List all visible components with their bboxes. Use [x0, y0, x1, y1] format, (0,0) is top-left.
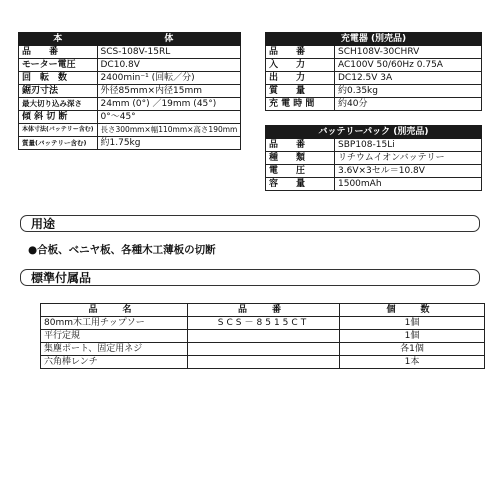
spec-label: 容 量	[266, 178, 335, 191]
charger-row	[266, 85, 482, 98]
battery-row	[266, 139, 482, 152]
spec-label: 最大切り込み深さ	[19, 98, 98, 111]
spec-label: 品 番	[19, 46, 98, 59]
accessory-name: 80mm木工用チップソー	[41, 317, 188, 330]
spec-label: 種 類	[266, 152, 335, 165]
accessories-row	[41, 343, 485, 356]
main-spec-row	[19, 85, 241, 98]
charger-row	[266, 46, 482, 59]
accessory-qty: 1個	[340, 317, 485, 330]
charger-header-title: 充電器 (別売品)	[266, 33, 482, 46]
spec-value: SCS-108V-15RL	[97, 46, 241, 59]
battery-row	[266, 165, 482, 178]
main-spec-header-left: 本	[19, 33, 98, 46]
main-spec-row	[19, 137, 241, 150]
accessory-code	[188, 356, 340, 369]
main-spec-row	[19, 72, 241, 85]
spec-value: 3.6V×3セル＝10.8V	[335, 165, 482, 178]
accessories-header-qty: 個 数	[340, 304, 485, 317]
spec-value: 1500mAh	[335, 178, 482, 191]
spec-value: 24mm (0°) ／19mm (45°)	[97, 98, 241, 111]
spec-label: 電 圧	[266, 165, 335, 178]
spec-value: リチウムイオンバッテリー	[335, 152, 482, 165]
spec-label: 質 量	[266, 85, 335, 98]
accessories-row	[41, 356, 485, 369]
spec-value: 長さ300mm×幅110mm×高さ190mm	[97, 124, 241, 137]
accessory-name: 平行定規	[41, 330, 188, 343]
main-spec-table	[18, 32, 241, 150]
spec-value: SBP108-15Li	[335, 139, 482, 152]
main-spec-row	[19, 111, 241, 124]
accessories-section-title: 標準付属品	[20, 269, 480, 286]
charger-header	[266, 33, 482, 46]
spec-value: 約40分	[335, 98, 482, 111]
accessory-code	[188, 330, 340, 343]
spec-label: 品 番	[266, 46, 335, 59]
accessory-code: SCS－8515CT	[188, 317, 340, 330]
spec-label: 質量(バッテリー含む)	[19, 137, 98, 150]
spec-value: 約1.75kg	[97, 137, 241, 150]
main-spec-row	[19, 46, 241, 59]
spec-label: 充 電 時 間	[266, 98, 335, 111]
spec-value: SCH108V-30CHRV	[335, 46, 482, 59]
charger-row	[266, 72, 482, 85]
accessory-qty: 1個	[340, 330, 485, 343]
battery-row	[266, 152, 482, 165]
charger-row	[266, 59, 482, 72]
spec-value: 2400min⁻¹ (回転／分)	[97, 72, 241, 85]
spec-value: 0°～45°	[97, 111, 241, 124]
accessories-row	[41, 330, 485, 343]
battery-header-title: バッテリーパック (別売品)	[266, 126, 482, 139]
accessories-header-row	[41, 304, 485, 317]
battery-header	[266, 126, 482, 139]
spec-value: DC10.8V	[97, 59, 241, 72]
accessory-qty: 各1個	[340, 343, 485, 356]
spec-label: 鋸刃寸法	[19, 85, 98, 98]
accessory-code	[188, 343, 340, 356]
spec-value: DC12.5V 3A	[335, 72, 482, 85]
usage-bullet: ●合板、ベニヤ板、各種木工薄板の切断	[28, 244, 216, 256]
spec-label: 品 番	[266, 139, 335, 152]
charger-row	[266, 98, 482, 111]
battery-spec-table	[265, 125, 482, 191]
accessory-name: 六角棒レンチ	[41, 356, 188, 369]
main-spec-row	[19, 59, 241, 72]
accessories-row	[41, 317, 485, 330]
spec-value: 約0.35kg	[335, 85, 482, 98]
spec-label: 本体寸法(バッテリー含む)	[19, 124, 98, 137]
spec-label: モーター電圧	[19, 59, 98, 72]
accessory-qty: 1本	[340, 356, 485, 369]
accessories-table	[40, 303, 485, 369]
accessory-name: 集塵ポート、固定用ネジ	[41, 343, 188, 356]
main-spec-row	[19, 98, 241, 111]
spec-label: 回 転 数	[19, 72, 98, 85]
battery-row	[266, 178, 482, 191]
spec-value: AC100V 50/60Hz 0.75A	[335, 59, 482, 72]
main-spec-header	[19, 33, 241, 46]
main-spec-row	[19, 124, 241, 137]
accessories-header-name: 品 名	[41, 304, 188, 317]
accessories-header-code: 品 番	[188, 304, 340, 317]
spec-value: 外径85mm×内径15mm	[97, 85, 241, 98]
spec-label: 入 力	[266, 59, 335, 72]
main-spec-header-right: 体	[97, 33, 241, 46]
usage-section-title: 用途	[20, 215, 480, 232]
spec-label: 出 力	[266, 72, 335, 85]
charger-spec-table	[265, 32, 482, 111]
spec-label: 傾 斜 切 断	[19, 111, 98, 124]
